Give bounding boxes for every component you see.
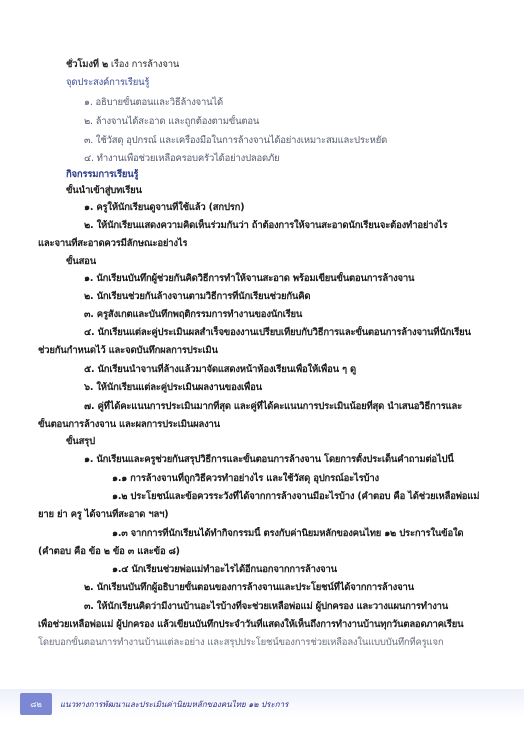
summary-line: (คำตอบ คือ ข้อ ๒ ข้อ ๓ และข้อ ๘): [38, 546, 180, 557]
intro-line: ๒. ให้นักเรียนแสดงความคิดเห็นร่วมกันว่า ถ้าต้องการให้จานสะอาดนักเรียนจะต้องทำอย่างไร: [84, 220, 448, 231]
summary-stage-heading: ขั้นสรุป: [66, 436, 95, 447]
intro-stage-heading: ขั้นนำเข้าสู่บทเรียน: [66, 185, 142, 196]
footer-book-title: แนวทางการพัฒนาและประเมินค่านิยมหลักของคนไทย ๑๒ ประการ: [60, 700, 289, 709]
lesson-topic: เรื่อง การล้างจาน: [108, 59, 180, 70]
teach-line: ๖. ให้นักเรียนแต่ละคู่ประเมินผลงานของเพื่อน: [84, 382, 262, 393]
objective-item: ๓. ใช้วัสดุ อุปกรณ์ และเครื่องมือในการล้างจานได้อย่างเหมาะสมและประหยัด: [84, 135, 388, 146]
summary-line: ๓. ให้นักเรียนคิดว่ามีงานบ้านอะไรบ้างที่จะช่วยเหลือพ่อแม่ ผู้ปกครอง และวางแผนการทำงาน: [84, 601, 449, 612]
summary-line: ๑.๔ นักเรียนช่วยพ่อแม่ทำอะไรได้อีกนอกจากการล้างจาน: [112, 564, 337, 575]
teach-line: ๒. นักเรียนช่วยกันล้างจานตามวิธีการที่นักเรียนช่วยกันคิด: [84, 291, 311, 302]
objective-item: ๑. อธิบายขั้นตอนและวิธีล้างจานได้: [84, 97, 223, 108]
summary-line: ๑.๑ การล้างจานที่ถูกวิธีควรทำอย่างไร และใช้วัสดุ อุปกรณ์อะไรบ้าง: [112, 473, 379, 484]
teach-line: ๓. ครูสังเกตและบันทึกพฤติกรรมการทำงานของนักเรียน: [84, 309, 303, 320]
summary-line: ๑.๒ ประโยชน์และข้อควรระวังที่ได้จากการล้างจานมีอะไรบ้าง (คำตอบ คือ ได้ช่วยเหลือพ่อแม่: [112, 491, 480, 502]
summary-line: เพื่อช่วยเหลือพ่อแม่ ผู้ปกครอง แล้วเขียนบันทึกประจำวันที่แสดงให้เห็นถึงการทำงานบ้านทุกวันตลอดภาคเรียน: [38, 619, 464, 630]
intro-line: และจานที่สะอาดควรมีลักษณะอย่างไร: [38, 238, 188, 249]
objectives-heading: จุดประสงค์การเรียนรู้: [66, 77, 150, 88]
summary-line: โดยบอกขั้นตอนการทำงานบ้านแต่ละอย่าง และสรุปประโยชน์ของการช่วยเหลือลงในแบบบันทึกที่ครูแจก: [38, 637, 444, 648]
summary-line: ๒. นักเรียนบันทึกผู้อธิบายขั้นตอนของการล้างจานและประโยชน์ที่ได้จากการล้างจาน: [84, 582, 414, 593]
intro-line: ๑. ครูให้นักเรียนดูจานที่ใช้แล้ว (สกปรก): [84, 202, 245, 213]
activities-heading: กิจกรรมการเรียนรู้: [66, 169, 139, 180]
summary-line: ๑. นักเรียนและครูช่วยกันสรุปวิธีการและขั้นตอนการล้างจาน โดยการตั้งประเด็นคำถามต่อไปนี้: [84, 454, 454, 465]
summary-line: ยาย ย่า ครู ได้จานที่สะอาด ฯลฯ): [38, 509, 169, 520]
teach-stage-heading: ขั้นสอน: [66, 256, 96, 267]
page-number: ๘๒: [30, 699, 42, 709]
teach-line: ๔. นักเรียนแต่ละคู่ประเมินผลสำเร็จของงานเปรียบเทียบกับวิธีการและขั้นตอนการล้างจานที่นักเรียน: [84, 327, 471, 338]
page-title: [66, 58, 179, 71]
page-number-tab: [20, 693, 52, 715]
teach-line: ๕. นักเรียนนำจานที่ล้างแล้วมาจัดแสดงหน้าห้องเรียนเพื่อให้เพื่อน ๆ ดู: [84, 364, 357, 375]
hour-label: ชั่วโมงที่ ๒: [66, 59, 109, 70]
teach-line: ขั้นตอนการล้างจาน และผลการประเมินผลงาน: [38, 419, 220, 430]
teach-line: ช่วยกันกำหนดไว้ และจดบันทึกผลการประเมิน: [38, 345, 218, 356]
objective-item: ๒. ล้างจานได้สะอาด และถูกต้องตามขั้นตอน: [84, 116, 260, 127]
objective-item: ๔. ทำงานเพื่อช่วยเหลือครอบครัวได้อย่างปลอดภัย: [84, 153, 280, 164]
summary-line: ๑.๓ จากการที่นักเรียนได้ทำกิจกรรมนี้ ตรงกับค่านิยมหลักของคนไทย ๑๒ ประการในข้อใด: [112, 528, 464, 539]
teach-line: ๑. นักเรียนบันทึกผู้ช่วยกันคิดวิธีการทำให้จานสะอาด พร้อมเขียนขั้นตอนการล้างจาน: [84, 273, 415, 284]
teach-line: ๗. คู่ที่ได้คะแนนการประเมินมากที่สุด และคู่ที่ได้คะแนนการประเมินน้อยที่สุด นำเสนอวิธีการและ: [84, 401, 463, 412]
